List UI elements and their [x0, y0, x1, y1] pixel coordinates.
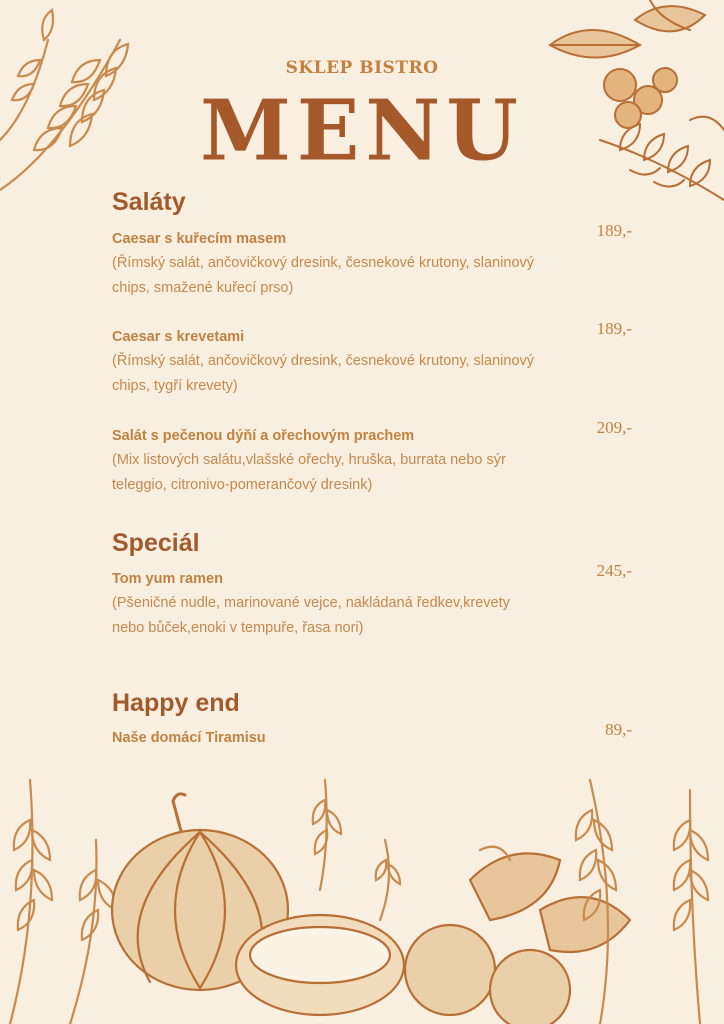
item-name: Naše domácí Tiramisu: [112, 730, 266, 746]
item-name: Tom yum ramen: [112, 571, 223, 587]
item-name: Caesar s krevetami: [112, 329, 245, 345]
menu-item: [112, 418, 632, 497]
item-price: 189,-: [596, 319, 632, 338]
item-name: Salát s pečenou dýňí a ořechovým prachem: [112, 428, 415, 444]
item-description: (Mix listových salátu,vlašské ořechy, hruška, burrata nebo sýr teleggio, citronivo-pomerančový dresink): [112, 452, 506, 493]
item-price: 245,-: [596, 561, 632, 580]
menu-item: [112, 720, 632, 750]
restaurant-name: SKLEP BISTRO: [285, 58, 439, 78]
item-description: (Pšeničné nudle, marinované vejce, nakládaná ředkev,krevety nebo bůček,enoki v tempuře, řasa nori): [112, 595, 510, 636]
item-description: (Římský salát, ančovičkový dresink, česnekové krutony, slaninový chips, smažené kuřecí prso): [112, 255, 535, 296]
item-description: (Římský salát, ančovičkový dresink, česnekové krutony, slaninový chips, tygří krevety): [112, 353, 535, 394]
pumpkin-coconut-illustration: [0, 760, 724, 1024]
menu-item: [112, 561, 632, 640]
item-price: 89,-: [605, 720, 632, 739]
item-price: 189,-: [596, 221, 632, 240]
item-name: Caesar s kuřecím masem: [112, 231, 287, 247]
menu-item: [112, 319, 632, 398]
section-title-happy-end: Happy end: [112, 689, 240, 717]
section-title-special: Speciál: [112, 529, 200, 557]
item-price: 209,-: [596, 418, 632, 437]
section-title-salaty: Saláty: [112, 188, 186, 216]
menu-item: [112, 221, 632, 300]
page-title: MENU: [200, 82, 524, 180]
